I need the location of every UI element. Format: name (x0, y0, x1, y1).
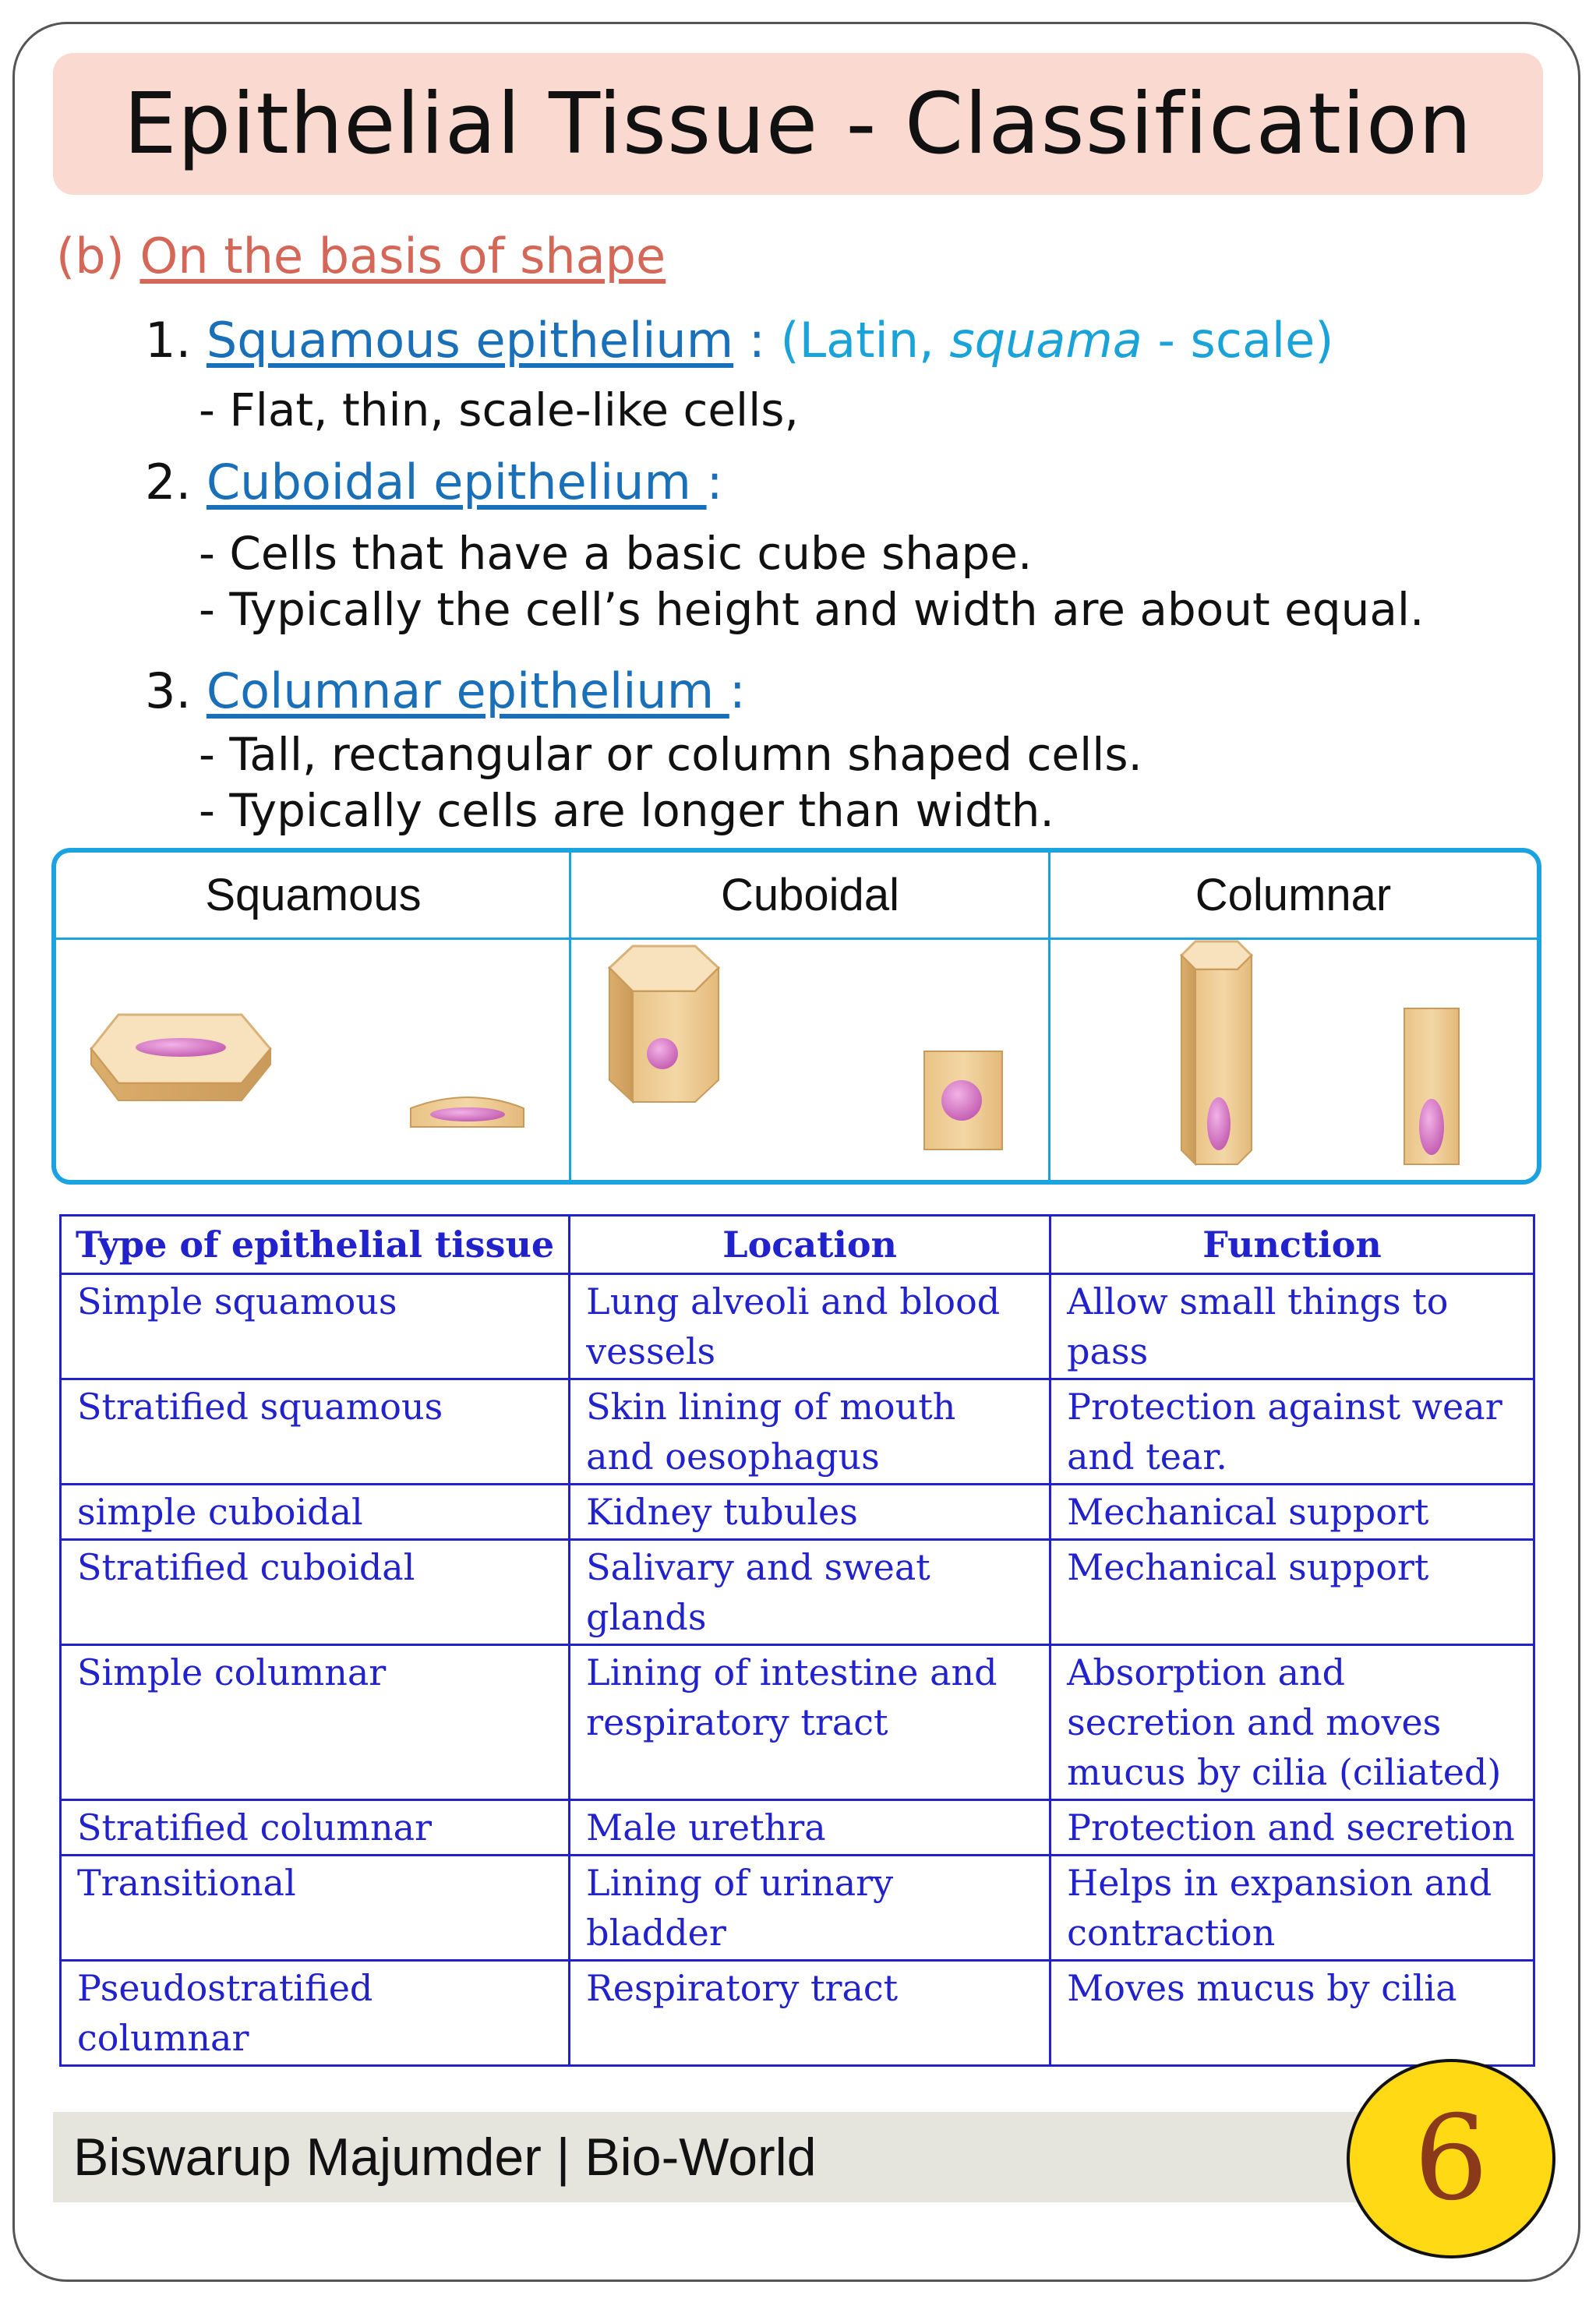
item-colon: : (729, 662, 746, 719)
item-cuboidal (145, 454, 722, 510)
cell-function: Allow small things to pass (1050, 1274, 1534, 1379)
item-name: Columnar epithelium (206, 662, 729, 719)
table-row (61, 1485, 1534, 1540)
table-row (61, 1961, 1534, 2066)
cell-location: Kidney tubules (570, 1485, 1050, 1540)
column-header: Type of epithelial tissue (61, 1216, 570, 1274)
table-header-row (61, 1216, 1534, 1274)
item-number: 1. (145, 312, 207, 369)
section-title: On the basis of shape (139, 228, 666, 284)
section-heading (56, 228, 666, 284)
bullet: - Cells that have a basic cube shape. (199, 527, 1033, 580)
table-row (61, 1800, 1534, 1856)
page-title: Epithelial Tissue - Classification (123, 75, 1473, 173)
table-row (61, 1856, 1534, 1961)
page-number: 6 (1414, 2091, 1488, 2227)
item-name: Cuboidal epithelium (206, 454, 707, 510)
epithelial-table (59, 1214, 1535, 2067)
latin-close: - scale) (1142, 312, 1334, 369)
cell-type: Transitional (61, 1856, 570, 1961)
diagram-header: Columnar (1050, 853, 1537, 940)
squamous-cell-section (411, 1097, 524, 1127)
item-number: 3. (145, 662, 207, 719)
table-row (61, 1540, 1534, 1645)
section-prefix: (b) (56, 228, 140, 284)
cell-type: Stratified squamous (61, 1379, 570, 1485)
cell-location: Lining of intestine and respiratory tract (570, 1645, 1050, 1800)
column-header: Location (570, 1216, 1050, 1274)
item-columnar (145, 662, 746, 719)
item-name: Squamous epithelium (206, 312, 734, 369)
cell-type: Simple squamous (61, 1274, 570, 1379)
title-banner (53, 53, 1543, 195)
cell-function: Mechanical support (1050, 1540, 1534, 1645)
cell-type: Stratified columnar (61, 1800, 570, 1856)
item-number: 2. (145, 454, 207, 510)
cell-location: Respiratory tract (570, 1961, 1050, 2066)
cell-location: Lung alveoli and blood vessels (570, 1274, 1050, 1379)
cuboidal-cell-section (924, 1051, 1002, 1149)
cell-function: Moves mucus by cilia (1050, 1961, 1534, 2066)
cuboidal-cell-3d (609, 946, 719, 1102)
columnar-cell-3d (1181, 941, 1252, 1164)
cell-type: Simple columnar (61, 1645, 570, 1800)
footer-author: Biswarup Majumder | Bio-World (73, 2128, 817, 2187)
table-row (61, 1379, 1534, 1485)
cell-location: Skin lining of mouth and oesophagus (570, 1379, 1050, 1485)
columnar-cell-section (1404, 1008, 1459, 1164)
bullet: - Typically cells are longer than width. (199, 784, 1054, 837)
cell-function: Protection against wear and tear. (1050, 1379, 1534, 1485)
cell-illustrations (56, 853, 1537, 1180)
diagram-header: Cuboidal (570, 853, 1050, 940)
cell-location: Lining of urinary bladder (570, 1856, 1050, 1961)
cell-shape-diagram (51, 848, 1541, 1185)
bullet: - Flat, thin, scale-like cells, (199, 383, 799, 436)
cell-location: Salivary and sweat glands (570, 1540, 1050, 1645)
page-number-badge (1347, 2059, 1555, 2258)
diagram-header: Squamous (56, 853, 570, 940)
cell-location: Male urethra (570, 1800, 1050, 1856)
column-header: Function (1050, 1216, 1534, 1274)
item-colon: : (733, 312, 781, 369)
bullet: - Typically the cell’s height and width are about equal. (199, 583, 1425, 636)
cell-function: Absorption and secretion and moves mucus by cilia (ciliated) (1050, 1645, 1534, 1800)
cell-type: Pseudostratified columnar (61, 1961, 570, 2066)
cell-function: Mechanical support (1050, 1485, 1534, 1540)
cell-function: Protection and secretion (1050, 1800, 1534, 1856)
bullet: - Tall, rectangular or column shaped cells. (199, 728, 1142, 781)
squamous-cell-3d (91, 1015, 270, 1100)
cell-type: simple cuboidal (61, 1485, 570, 1540)
footer-bar (53, 2112, 1378, 2202)
latin-word: squama (949, 312, 1142, 369)
cell-type: Stratified cuboidal (61, 1540, 570, 1645)
latin-open: (Latin, (780, 312, 950, 369)
table-row (61, 1645, 1534, 1800)
item-colon: : (706, 454, 723, 510)
table-row (61, 1274, 1534, 1379)
item-squamous (145, 312, 1334, 369)
cell-function: Helps in expansion and contraction (1050, 1856, 1534, 1961)
